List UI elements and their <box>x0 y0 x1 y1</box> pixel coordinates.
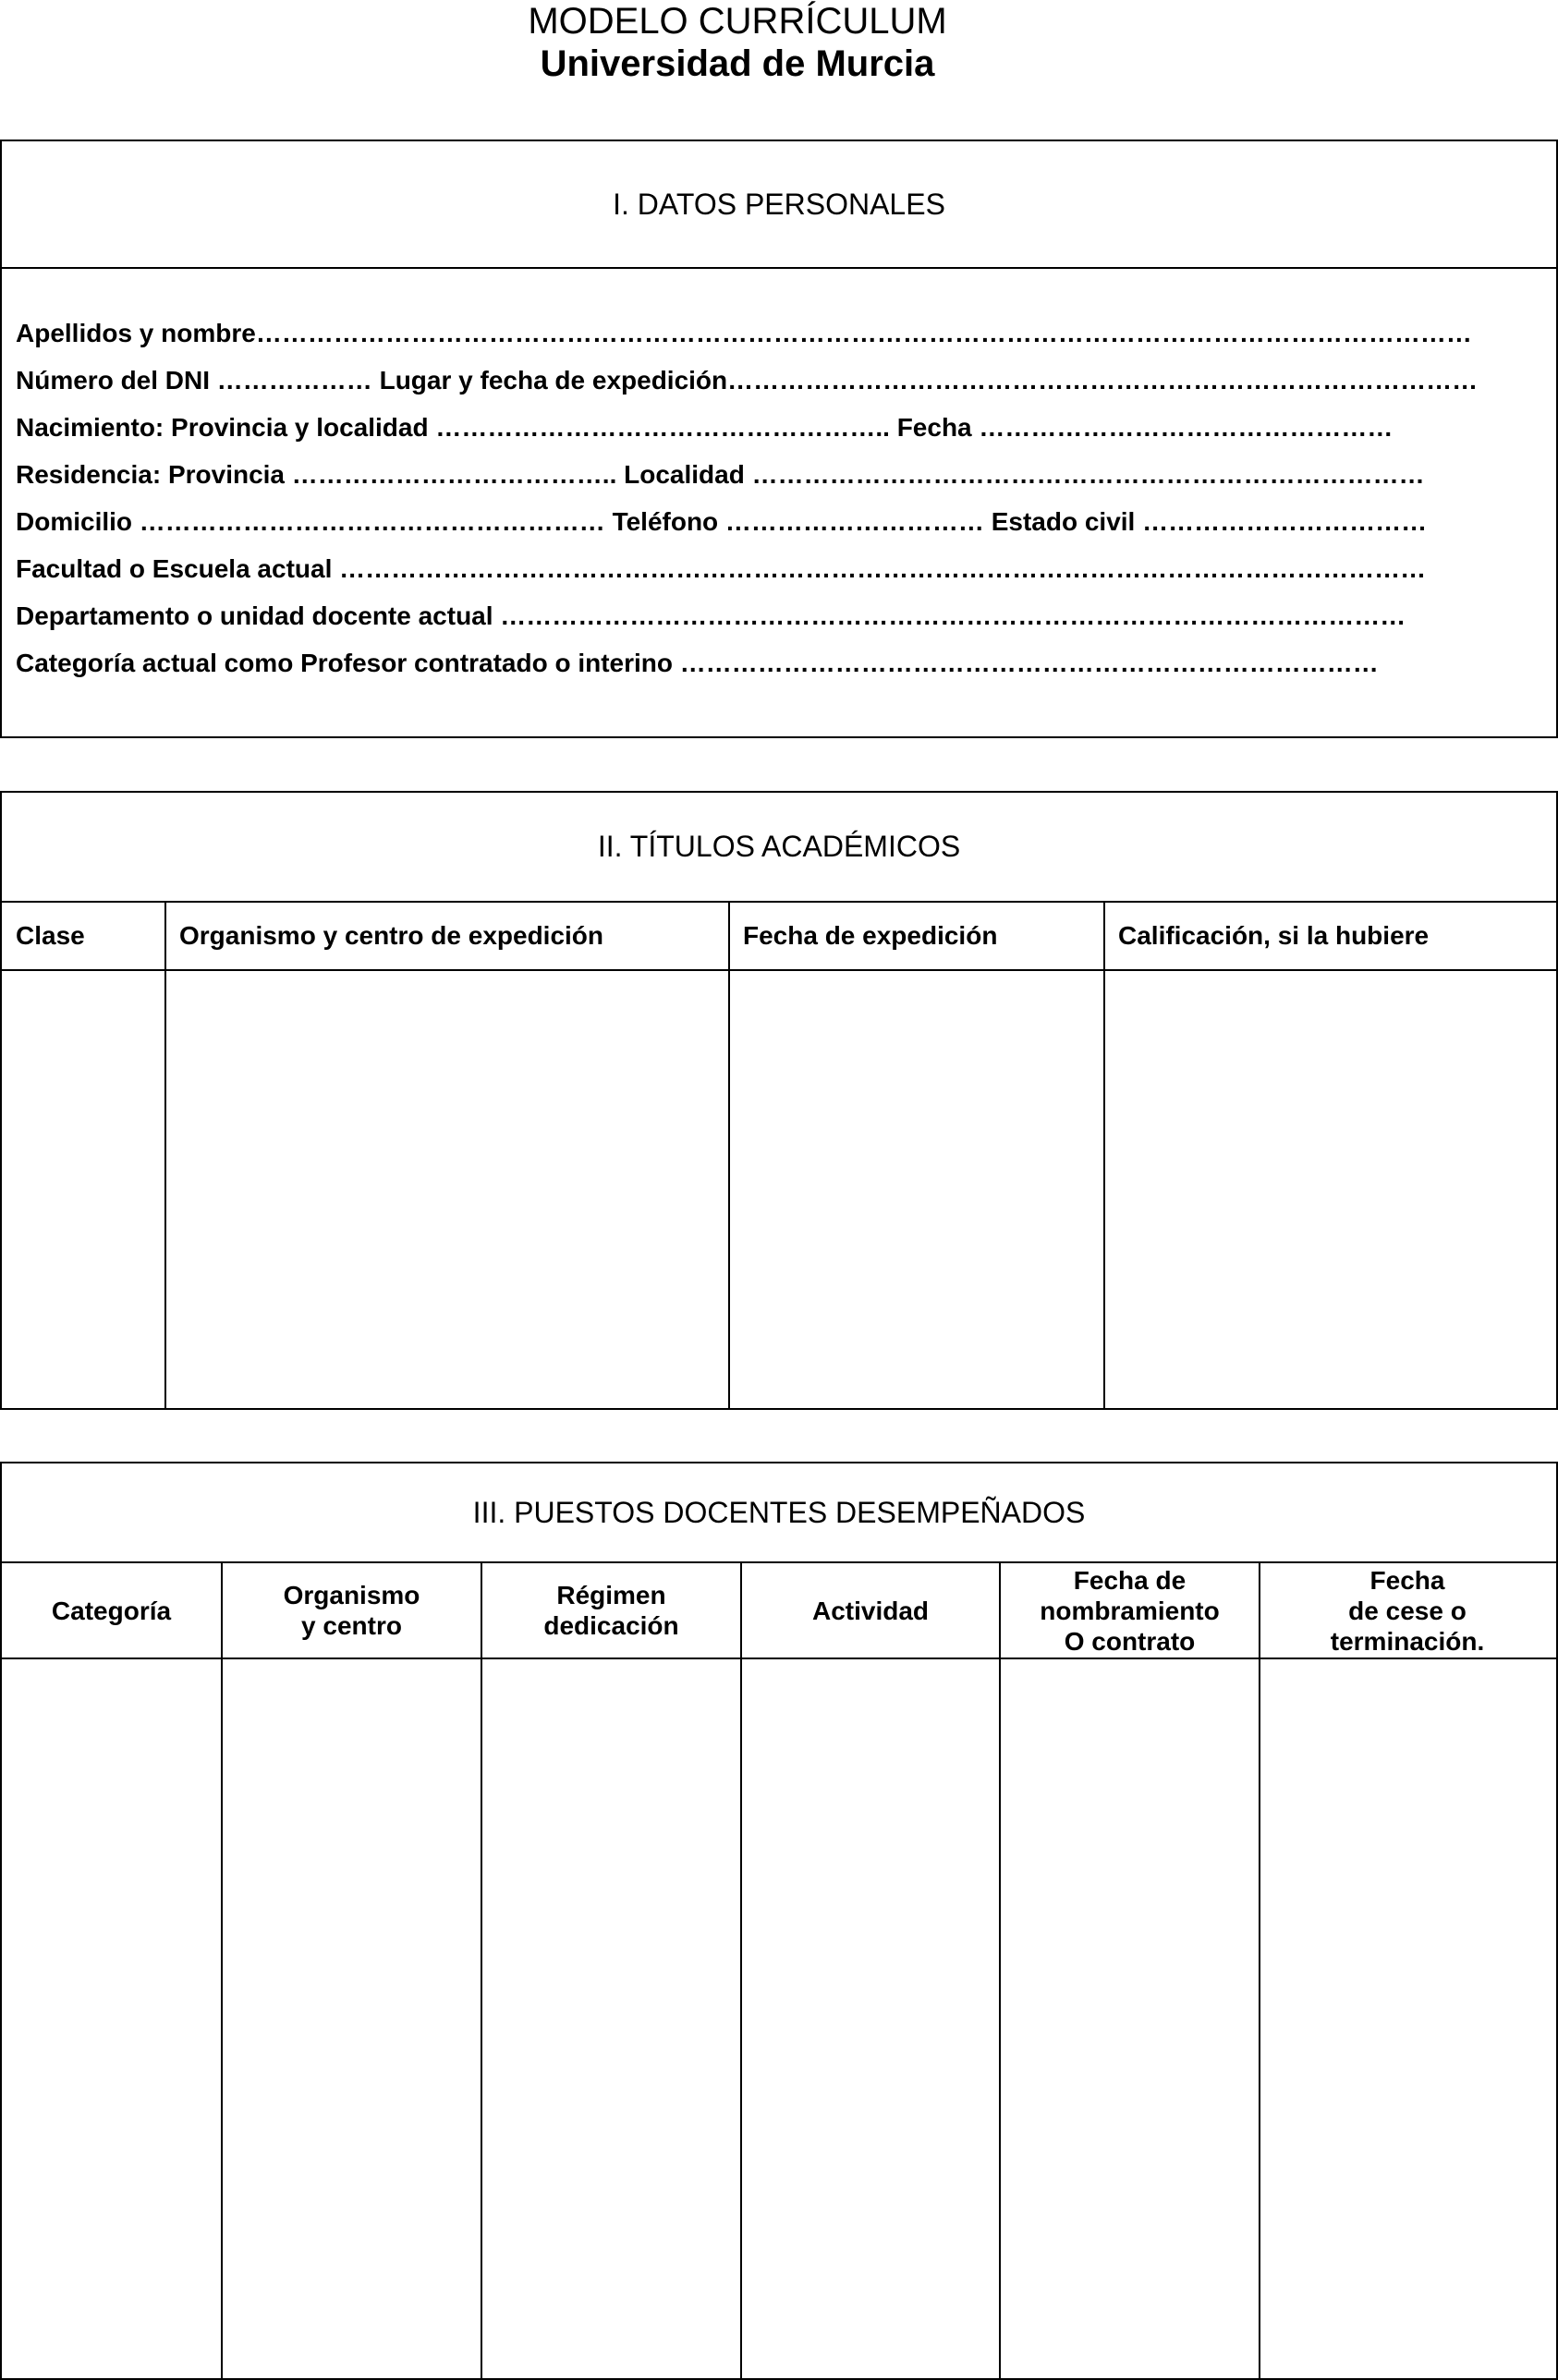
field-birth: Nacimiento: Provincia y localidad …………………………………………….. Fecha ………………………………………… <box>16 413 1394 442</box>
section-teaching-positions <box>0 1462 1558 2380</box>
document-title: MODELO CURRÍCULUM <box>528 1 947 42</box>
field-address: Domicilio ……………………………………………… Teléfono ………………………… Estado civil …………………………… <box>16 507 1428 536</box>
section-academic-titles <box>0 791 1558 1410</box>
section-academic-titles-header <box>2 793 1556 903</box>
personal-data-fields <box>16 310 1494 686</box>
section-personal-data <box>0 140 1558 738</box>
teaching-positions-table-header <box>2 1563 1556 1659</box>
section-teaching-positions-header <box>2 1463 1556 1563</box>
column-divider <box>481 1563 482 2378</box>
section-teaching-positions-title: III. PUESTOS DOCENTES DESEMPEÑADOS <box>472 1496 1086 1529</box>
col-header-categoria: Categoría <box>51 1596 172 1625</box>
field-name: Apellidos y nombre…………………………………………………………………………………………………………………………… <box>16 319 1472 347</box>
column-divider <box>728 903 730 1408</box>
field-residence: Residencia: Provincia ……………………………….. Localidad …………………………………………………………………… <box>16 460 1425 489</box>
section-academic-titles-title: II. TÍTULOS ACADÉMICOS <box>597 830 961 863</box>
col-header-clase: Clase <box>16 921 85 950</box>
field-faculty: Facultad o Escuela actual ……………………………………………………………………………………………………………… <box>16 554 1427 583</box>
document-subtitle: Universidad de Murcia <box>540 43 935 84</box>
field-dni: Número del DNI ……………… Lugar y fecha de expedición…………………………………………………………………………… <box>16 366 1479 395</box>
col-header-regimen: Régimen dedicación <box>543 1581 679 1640</box>
col-header-calificacion: Calificación, si la hubiere <box>1118 921 1430 950</box>
column-divider <box>999 1563 1001 2378</box>
column-divider <box>1259 1563 1260 2378</box>
field-department: Departamento o unidad docente actual …………………………………………………………………………………………… <box>16 601 1406 630</box>
column-divider <box>1103 903 1105 1408</box>
col-header-organismo-centro: Organismo y centro <box>283 1581 420 1640</box>
col-header-fecha-cese: Fecha de cese o terminación. <box>1330 1565 1485 1656</box>
section-personal-data-header <box>2 141 1556 269</box>
section-personal-data-title: I. DATOS PERSONALES <box>613 188 945 221</box>
column-divider <box>740 1563 742 2378</box>
column-divider <box>164 903 166 1408</box>
column-divider <box>221 1563 223 2378</box>
col-header-organismo: Organismo y centro de expedición <box>179 921 604 950</box>
field-category: Categoría actual como Profesor contratado o interino ……………………………………………………………………… <box>16 649 1379 677</box>
academic-titles-table-header <box>2 903 1556 971</box>
col-header-fecha-nombramiento: Fecha de nombramiento O contrato <box>1040 1565 1220 1656</box>
col-header-actividad: Actividad <box>811 1596 930 1625</box>
col-header-fecha-expedicion: Fecha de expedición <box>743 921 998 950</box>
